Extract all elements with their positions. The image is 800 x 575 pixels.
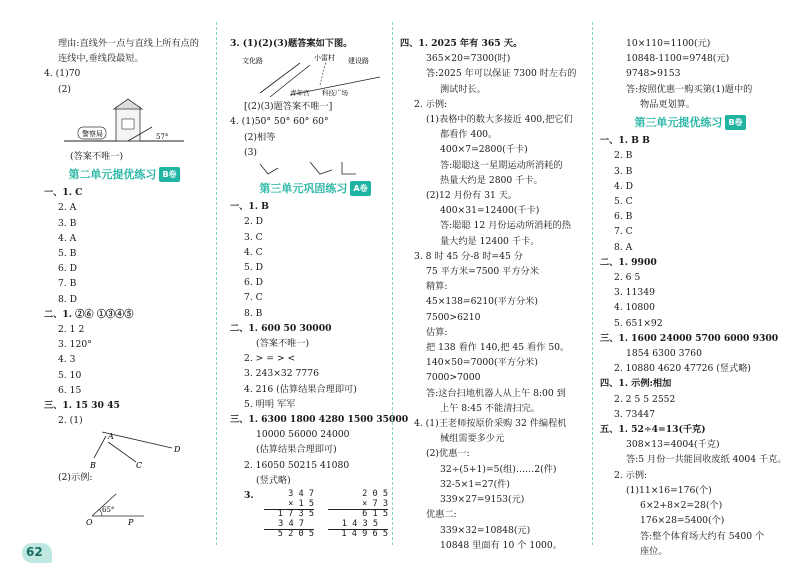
answer-column-2 xyxy=(230,36,409,540)
text-line: (估算结果合理即可) xyxy=(256,444,337,456)
text-line: (2)12 月份有 31 天。 xyxy=(426,190,518,202)
text-line: 339×32=10848(元) xyxy=(440,524,531,536)
text-line: 答:5 月份一共能回收废纸 4004 千克。 xyxy=(626,454,787,466)
section-header: 第三单元提优练习 B卷 xyxy=(600,115,780,130)
lines-figure xyxy=(44,428,204,470)
text-line: 6. D xyxy=(58,263,78,275)
text-line: 答:聪聪这一星期运动所消耗的 xyxy=(440,159,563,171)
text-line: 8. B xyxy=(244,307,263,319)
text-line: 9748>9153 xyxy=(626,68,681,80)
text-line: 3. 11349 xyxy=(614,287,655,299)
answer-column-1 xyxy=(44,36,204,526)
text-line: 2. 示例: xyxy=(414,98,448,110)
section-tag: A卷 xyxy=(350,181,370,196)
text-line: 5. 651×92 xyxy=(614,317,663,329)
angle-diagram xyxy=(44,486,204,526)
text-line: 把 138 看作 140,把 45 看作 50。 xyxy=(426,342,570,354)
text-line: 75 平方米=7500 平方分米 xyxy=(426,266,539,278)
text-line: 答:2025 年可以保证 7300 时左右的 xyxy=(426,68,577,80)
text-line: 3. xyxy=(244,490,254,502)
police-station-figure xyxy=(44,97,204,149)
text-line: 一、1. B B xyxy=(600,135,650,147)
text-line: 4. C xyxy=(244,246,263,258)
map-label: 小雷村 xyxy=(314,54,335,63)
text-line: (1)表格中的数大多接近 400,把它们 xyxy=(426,114,573,126)
text-line: 都看作 400。 xyxy=(440,129,498,141)
text-line: 答:整个体育场大约有 5400 个 xyxy=(640,530,765,542)
text-line: 3. B xyxy=(614,165,633,177)
text-line: (2)示例: xyxy=(58,472,93,484)
vertical-calc-2 xyxy=(328,490,388,540)
text-line: 8. D xyxy=(58,293,78,305)
text-line: 2. A xyxy=(58,202,77,214)
text-line: 一、1. C xyxy=(44,187,83,199)
text-line: [(2)(3)题答案不唯一] xyxy=(244,101,333,113)
text-line: 1854 6300 3760 xyxy=(626,348,702,360)
text-line: 8. A xyxy=(614,241,633,253)
text-line: 理由:直线外一点与直线上所有点的 xyxy=(58,38,199,49)
text-line: 三、1. 1600 24000 5700 6000 9300 xyxy=(600,332,779,344)
text-line: 2. 2 5 5 2552 xyxy=(614,393,676,405)
section-header: 第二单元提优练习 B卷 xyxy=(44,167,204,182)
text-line: 365×20=7300(时) xyxy=(426,53,511,65)
map-label: 青年宫 xyxy=(290,89,310,98)
fig-angle: 57° xyxy=(156,132,169,141)
text-line: 7000>7000 xyxy=(426,372,481,384)
text-line: 答:按照优惠一购买第(1)题中的 xyxy=(626,83,753,95)
text-line: 量大约是 12400 千卡。 xyxy=(440,235,540,247)
text-line: 5. B xyxy=(58,248,77,260)
page-number: 62 xyxy=(26,545,43,559)
text-line: 3. B xyxy=(58,217,77,229)
text-line: 3. (1)(2)(3)题答案如下图。 xyxy=(230,38,353,49)
text-line: 热量大约是 2800 千卡。 xyxy=(440,174,543,186)
map-label: 建设路 xyxy=(348,57,369,66)
text-line: 32÷(5+1)=5(组)……2(件) xyxy=(440,463,557,475)
calc-line: 3 4 7 xyxy=(288,489,314,500)
text-line: 3. C xyxy=(244,231,263,243)
text-line: 32-5×1=27(件) xyxy=(440,478,510,490)
text-line: 10×110=1100(元) xyxy=(626,38,711,49)
text-line: (竖式略) xyxy=(256,474,291,486)
text-line: 答:这台扫地机器人从上午 8:00 到 xyxy=(426,387,566,399)
calc-line: × 7 3 xyxy=(328,500,388,511)
text-line: 估算: xyxy=(426,326,448,338)
text-line: 10848 里面有 10 个 1000。 xyxy=(440,539,562,551)
text-line: 308×13=4004(千克) xyxy=(626,439,720,451)
text-line: 5. 10 xyxy=(58,369,82,381)
answer-column-4 xyxy=(600,36,787,559)
text-line: 2. 6 5 xyxy=(614,272,641,284)
map-label: 科技广场 xyxy=(322,89,348,98)
calc-line: 1 4 9 6 5 xyxy=(341,529,388,540)
text-line: 三、1. 6300 1800 4280 1500 35000 xyxy=(230,414,409,426)
text-line: 7. C xyxy=(244,292,263,304)
text-line: 械组需要多少元 xyxy=(440,433,505,445)
fig-label: 警察局 xyxy=(82,129,103,138)
text-line: (2) xyxy=(58,83,72,95)
text-line: 二、1. 9900 xyxy=(600,256,657,268)
map-diagram xyxy=(230,51,400,99)
text-line: 10000 56000 24000 xyxy=(256,429,350,441)
text-line: 物品更划算。 xyxy=(640,98,696,110)
text-line: 2. 1 2 xyxy=(58,324,85,336)
text-line: 5. 明明 军军 xyxy=(244,398,296,410)
angles-diagram xyxy=(230,160,400,178)
text-line: 45×138=6210(平方分米) xyxy=(426,296,538,308)
text-line: 3. 73447 xyxy=(614,408,655,420)
text-line: (答案不唯一) xyxy=(256,338,310,350)
angle-figure xyxy=(44,486,204,526)
text-line: (1)11×16=176(个) xyxy=(626,484,712,496)
text-line: 4. 10800 xyxy=(614,302,655,314)
police-station-diagram xyxy=(44,97,204,149)
page-number-badge xyxy=(22,543,52,563)
text-line: 339×27=9153(元) xyxy=(440,494,525,506)
text-line: 3. 8 时 45 分-8 时=45 分 xyxy=(414,250,523,262)
fig-label: B xyxy=(90,461,96,471)
vertical-calc-1 xyxy=(264,490,314,540)
text-line: 五、1. 52÷4=13(千克) xyxy=(600,424,706,436)
calc-line: 1 4 3 5 xyxy=(328,520,388,531)
map-figure xyxy=(230,51,400,99)
section-header: 第三单元巩固练习 A卷 xyxy=(230,181,400,196)
text-line: (2)相等 xyxy=(244,131,276,143)
text-line: 四、1. 2025 年有 365 天。 xyxy=(400,38,523,49)
text-line: 测试时长。 xyxy=(440,83,486,95)
text-line: (答案不唯一) xyxy=(70,150,124,162)
text-line: 4. A xyxy=(58,232,77,244)
answer-column-3 xyxy=(400,36,585,553)
text-line: 4. D xyxy=(614,180,634,192)
text-line: 7. B xyxy=(58,278,77,290)
angles-figure xyxy=(230,160,400,178)
text-line: 一、1. B xyxy=(230,201,269,213)
text-line: 7. C xyxy=(614,226,633,238)
text-line: 4. (1)70 xyxy=(44,68,81,80)
fig-label: D xyxy=(174,445,181,455)
text-line: 2. 示例: xyxy=(614,469,648,481)
calc-line: 5 2 0 5 xyxy=(277,529,314,540)
fig-label: C xyxy=(136,461,143,471)
section-tag: B卷 xyxy=(725,115,745,130)
calc-line: 6 1 5 xyxy=(362,509,388,520)
text-line: 6×2+8×2=28(个) xyxy=(640,500,723,512)
section-tag: B卷 xyxy=(159,167,179,182)
text-line: 400×7=2800(千卡) xyxy=(440,144,528,156)
text-line: 6. B xyxy=(614,211,633,223)
text-line: (3) xyxy=(244,146,258,158)
text-line: 6. 15 xyxy=(58,384,82,396)
calc-line: 3 4 7 xyxy=(264,520,314,531)
fig-label: A xyxy=(108,432,114,442)
text-line: 7500>6210 xyxy=(426,311,481,323)
text-line: 4. 216 (估算结果合理即可) xyxy=(244,383,357,395)
text-line: 三、1. 15 30 45 xyxy=(44,400,120,412)
text-line: 3. 243×32 7776 xyxy=(244,368,319,380)
text-line: 4. (1)王老师按原价采购 32 件编程机 xyxy=(414,418,567,430)
text-line: 连线中,垂线段最短。 xyxy=(58,53,144,65)
column-divider xyxy=(216,22,217,545)
text-line: 2. D xyxy=(244,216,264,228)
text-line: 上午 8:45 不能清扫完。 xyxy=(440,402,540,414)
text-line: 优惠二: xyxy=(426,509,457,521)
text-line: 二、1. ②⑥ ①③④⑤ xyxy=(44,308,134,320)
text-line: 四、1. 示例:相加 xyxy=(600,378,672,390)
text-line: 答:聪聪 12 月份运动所消耗的热 xyxy=(440,220,571,232)
text-line: 2. (1) xyxy=(58,415,83,427)
calc-line: × 1 5 xyxy=(264,500,314,511)
text-line: 140×50=7000(平方分米) xyxy=(426,357,538,369)
text-line: 4. (1)50° 50° 60° 60° xyxy=(230,116,329,128)
map-label: 文化路 xyxy=(242,57,263,66)
text-line: 座位。 xyxy=(640,545,668,557)
text-line: 3. 120° xyxy=(58,339,92,351)
text-line: 10848-1100=9748(元) xyxy=(626,53,730,65)
text-line: 6. D xyxy=(244,277,264,289)
text-line: 2. 16050 50215 41080 xyxy=(244,459,350,471)
text-line: 精算: xyxy=(426,281,448,293)
column-divider xyxy=(592,22,593,545)
text-line: 4. 3 xyxy=(58,354,76,366)
vertical-calc xyxy=(230,488,400,540)
text-line: 5. D xyxy=(244,262,264,274)
text-line: 400×31=12400(千卡) xyxy=(440,205,540,217)
text-line: 二、1. 600 50 30000 xyxy=(230,322,332,334)
text-line: (2)优惠一: xyxy=(426,448,470,460)
text-line: 2. > = > < xyxy=(244,353,296,365)
text-line: 5. C xyxy=(614,196,633,208)
text-line: 2. B xyxy=(614,150,633,162)
calc-line: 2 0 5 xyxy=(362,489,388,500)
text-line: 176×28=5400(个) xyxy=(640,515,725,527)
calc-line: 1 7 3 5 xyxy=(277,509,314,520)
fig-angle: 65° xyxy=(102,505,115,514)
fig-label: O xyxy=(86,517,93,526)
lines-diagram xyxy=(44,428,204,470)
fig-label: P xyxy=(128,517,134,526)
text-line: 2. 10880 4620 47726 (竖式略) xyxy=(614,363,752,375)
